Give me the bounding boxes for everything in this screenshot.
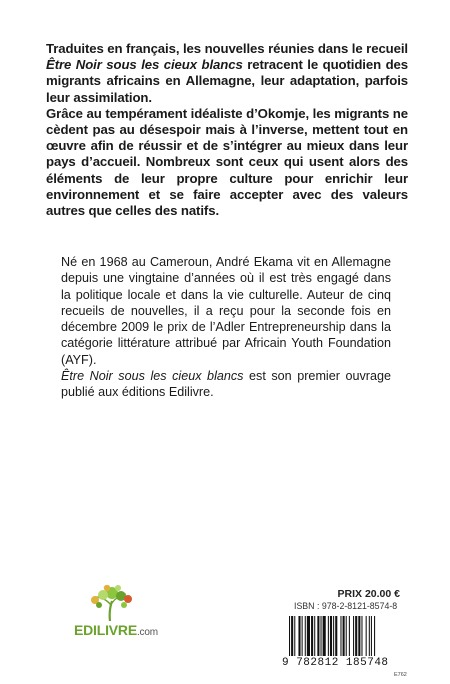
catalog-code: E762: [394, 672, 407, 678]
barcode-bar: [340, 616, 341, 656]
barcode-bar: [323, 616, 326, 656]
barcode-bar: [311, 616, 313, 656]
barcode-bar: [355, 616, 357, 656]
tree-icon: [76, 585, 146, 621]
book-title: Être Noir sous les cieux blancs: [61, 369, 244, 384]
summary-paragraph-1: [46, 41, 408, 106]
barcode-bar: [353, 616, 354, 656]
barcode-bar: [291, 616, 293, 656]
publisher-wordmark: [74, 622, 158, 638]
barcode-bar: [317, 616, 319, 656]
barcode-bar: [298, 616, 300, 656]
barcode-bar: [346, 616, 347, 656]
book-title: Être Noir sous les cieux blancs: [46, 57, 243, 73]
bio-closing: [61, 368, 391, 401]
bio-paragraph: Né en 1968 au Cameroun, André Ekama vit en Allemagne depuis une vingtaine d’années où il est très engagé dans la politique locale et dans la vie culturelle. Auteur de cinq recueils de nouvelles, il a reçu pour la seconde fois en décembre 2009 le prix de l’Adler Entrepreneurship dans la catégorie littérature attribué par Africain Youth Foundation (AYF).: [61, 255, 391, 367]
isbn-label: ISBN : 978-2-8121-8574-8: [294, 601, 398, 611]
barcode-bar: [330, 616, 332, 656]
barcode-bar: [314, 616, 315, 656]
summary-text: retracent le quotidien des migrants africains en Allemagne, leur adaptation, parfois leur assimilation.: [46, 57, 408, 105]
barcode-bar: [307, 616, 310, 656]
bio-text: est son premier ouvrage publié aux éditions Edilivre.: [61, 369, 391, 400]
barcode-bar: [369, 616, 370, 656]
barcode-bar: [358, 616, 360, 656]
publisher-name: EDILIVRE: [74, 622, 137, 638]
barcode-bar: [374, 616, 375, 656]
author-bio: [61, 254, 391, 401]
barcode-bar: [349, 616, 350, 656]
barcode-bar: [302, 616, 303, 656]
barcode-bar: [328, 616, 329, 656]
barcode-digits: 9 782812 185748: [282, 657, 389, 669]
barcode-bar: [371, 616, 372, 656]
barcode-bar: [294, 616, 295, 656]
barcode-bar: [335, 616, 337, 656]
barcode-bar: [321, 616, 322, 656]
barcode-bar: [333, 616, 334, 656]
publisher-domain: .com: [136, 627, 158, 638]
barcode-bar: [305, 616, 306, 656]
publisher-logo: [46, 585, 186, 645]
barcode-bar: [289, 616, 290, 656]
barcode-bar: [361, 616, 362, 656]
back-cover-summary: [46, 41, 408, 219]
barcode: [289, 616, 409, 656]
barcode-bar: [343, 616, 345, 656]
barcode-bar: [366, 616, 367, 656]
summary-text: Traduites en français, les nouvelles réunies dans le recueil: [46, 41, 408, 56]
summary-paragraph-2: Grâce au tempérament idéaliste d’Okomje, les migrants ne cèdent pas au désespoir mais à l’inverse, mettent tout en œuvre afin de réussir et de s’intégrer au mieux dans leur pays d’accueil. Nombreux sont ceux qui usent alors des éléments de leur propre culture pour enrichir leur environnement et se faire accepter avec des valeurs autres que celles des natifs.: [46, 105, 408, 219]
price-label: PRIX 20.00 €: [337, 588, 400, 600]
